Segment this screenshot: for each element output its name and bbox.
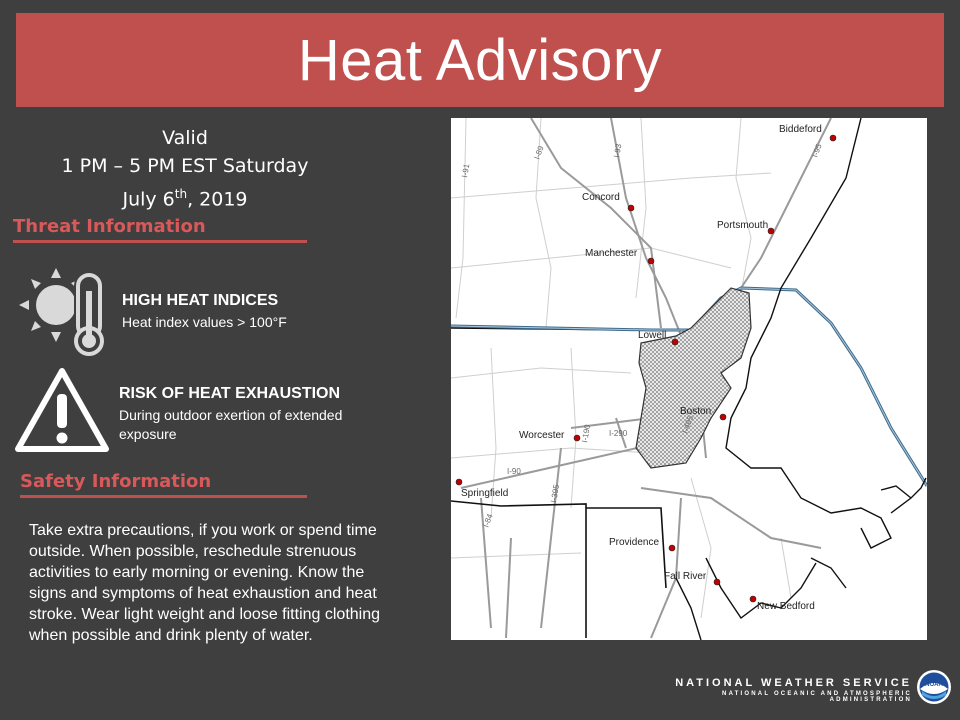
valid-date-day: July 6 bbox=[122, 188, 175, 211]
highway-label: I-89 bbox=[532, 144, 546, 161]
sun-thermometer-icon bbox=[18, 263, 114, 364]
advisory-map bbox=[451, 118, 927, 640]
city-dot-concord bbox=[628, 205, 634, 211]
nws-name: NATIONAL WEATHER SERVICE bbox=[675, 677, 912, 689]
noaa-logo bbox=[916, 669, 952, 710]
city-label-concord: Concord bbox=[582, 192, 620, 203]
valid-label: Valid bbox=[162, 127, 208, 149]
city-dot-providence bbox=[669, 545, 675, 551]
highway-label: I-495 bbox=[680, 414, 696, 435]
highway-label: I-91 bbox=[460, 163, 472, 179]
city-dot-portsmouth bbox=[768, 228, 774, 234]
nws-footer bbox=[640, 677, 912, 703]
threat-title: RISK OF HEAT EXHAUSTION bbox=[119, 385, 341, 402]
safety-heading: Safety Information bbox=[20, 471, 307, 498]
highway-label: I-190 bbox=[580, 423, 593, 444]
highway-label: I-290 bbox=[609, 429, 628, 438]
valid-period bbox=[20, 124, 350, 213]
city-dot-lowell bbox=[672, 339, 678, 345]
city-label-boston: Boston bbox=[680, 406, 712, 417]
city-label-portsmouth: Portsmouth bbox=[717, 220, 769, 231]
safety-text: Take extra precautions, if you work or spend time outside. When possible, reschedule strenuous activities to early morning or evening. Know the signs and symptoms of heat exhaustion and heat stroke. Wear light weight and loose fitting clothing when possible and drink plenty of water. bbox=[29, 522, 381, 644]
nws-subtitle: NATIONAL OCEANIC AND ATMOSPHERIC ADMINISTRATION bbox=[722, 691, 912, 703]
threat-desc: During outdoor exertion of extended exposure bbox=[119, 407, 343, 442]
title-banner bbox=[16, 13, 944, 107]
highway-label: I-395 bbox=[549, 483, 562, 504]
city-label-new-bedford: New Bedford bbox=[757, 601, 815, 612]
noaa-logo-text: NOAA bbox=[925, 682, 943, 688]
city-label-biddeford: Biddeford bbox=[779, 124, 822, 135]
city-dot-worcester bbox=[574, 435, 580, 441]
city-dot-manchester bbox=[648, 258, 654, 264]
city-label-lowell: Lowell bbox=[638, 330, 667, 341]
city-dot-new-bedford bbox=[750, 596, 756, 602]
highway-label: I-93 bbox=[612, 143, 624, 159]
city-dot-fall-river bbox=[714, 579, 720, 585]
city-dot-boston bbox=[720, 414, 726, 420]
city-label-worcester: Worcester bbox=[519, 430, 565, 441]
threat-item-heat-indices bbox=[122, 292, 287, 332]
warning-triangle-icon bbox=[13, 366, 111, 459]
highway-label: I-90 bbox=[507, 467, 521, 476]
valid-time: 1 PM – 5 PM EST Saturday bbox=[61, 155, 309, 177]
valid-date bbox=[20, 180, 350, 213]
advisory-area bbox=[636, 288, 751, 468]
threat-desc: Heat index values > 100°F bbox=[122, 314, 287, 330]
city-label-manchester: Manchester bbox=[585, 248, 638, 259]
city-label-providence: Providence bbox=[609, 537, 660, 548]
highway-label: I-95 bbox=[810, 142, 824, 159]
threat-item-heat-exhaustion bbox=[119, 385, 389, 444]
valid-date-suffix: th bbox=[174, 187, 188, 201]
page-title: Heat Advisory bbox=[297, 27, 663, 93]
city-dot-biddeford bbox=[830, 135, 836, 141]
threat-title: HIGH HEAT INDICES bbox=[122, 292, 279, 309]
city-label-fall-river: Fall River bbox=[664, 571, 707, 582]
city-dot-springfield bbox=[456, 479, 462, 485]
highway-label: I-84 bbox=[481, 512, 495, 529]
valid-date-year: , 2019 bbox=[187, 188, 248, 211]
city-label-springfield: Springfield bbox=[461, 488, 509, 499]
threat-heading: Threat Information bbox=[13, 216, 307, 243]
